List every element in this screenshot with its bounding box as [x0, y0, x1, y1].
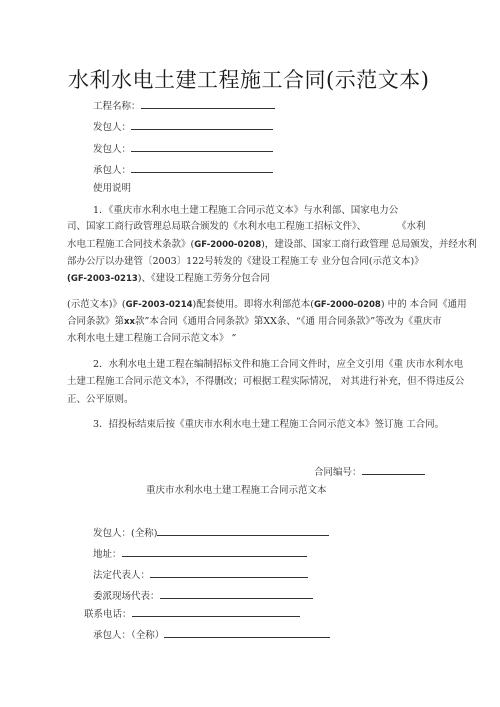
para1-text: ) 中的 本合同《通用	[380, 299, 467, 310]
para1-line7	[67, 316, 442, 328]
blank-line	[131, 142, 273, 152]
para1-text: )，建设部、国家工商行政管理 总局颁发，并经水利	[261, 239, 477, 250]
para1-line2: 司、国家工商行政管理总局联合颁发的《水利水电工程施工招标文件》、	[67, 221, 367, 232]
standard-code: GF-2000-0208	[313, 300, 381, 310]
blank-line	[164, 628, 330, 638]
para1-text: (示范文本)》(	[67, 299, 126, 310]
field-label: 承包人：（全称）	[93, 630, 165, 641]
para2-line3: 正、公平原则。	[67, 394, 134, 405]
field-contractor-fullname	[93, 628, 330, 642]
para1-text: )、《建设工程施工劳务分包合同	[137, 273, 270, 284]
para3: 3．招投标结束后按《重庆市水利水电土建工程施工合同示范文本》签订施 工合同。	[93, 419, 445, 430]
field-label: 工程名称：	[93, 101, 141, 112]
blank-line	[131, 163, 273, 173]
field-employer-1	[93, 120, 273, 134]
para1-text: 合同条款》第	[67, 316, 125, 327]
para1-line6	[67, 299, 467, 311]
field-label: 地址：	[93, 549, 122, 560]
blank-line	[122, 547, 307, 557]
field-label: 发包人：	[93, 122, 132, 133]
clause-placeholder: xx	[124, 317, 135, 327]
para1-line8: 水利水电土建工程施工合同示范文本》 ”	[67, 333, 237, 344]
blank-line	[157, 526, 329, 536]
para2-line1: 2．水利水电土建工程在编制招标文件和施工合同文件时，应全文引用《重 庆市水利水电	[93, 359, 464, 370]
para1-line3	[67, 239, 477, 251]
field-label: 委派现场代表：	[93, 591, 160, 602]
blank-line	[150, 568, 308, 578]
field-legal-rep	[93, 568, 308, 582]
para1-line1: 1．《重庆市水利水电土建工程施工合同示范文本》与水利部、国家电力公	[93, 205, 399, 216]
para1-text: 水电工程施工合同技术条款》(	[67, 239, 195, 250]
contract-number-label: 合同编号：	[314, 467, 362, 478]
blank-line	[362, 465, 425, 475]
blank-line	[131, 120, 273, 130]
para2-line2: 土建工程施工合同示范文本》，不得删改；可根据工程实际情况， 对其进行补充，但不得违反公	[67, 376, 465, 387]
blank-line	[160, 589, 313, 599]
document-subtitle: 重庆市水利水电土建工程施工合同示范文本	[146, 485, 327, 496]
usage-title: 使用说明	[93, 183, 132, 194]
field-employer-2	[93, 142, 273, 156]
standard-code: (GF-2003-0213	[67, 274, 138, 284]
standard-code: GF-2003-0214	[125, 300, 193, 310]
standard-code: GF-2000-0208	[194, 240, 262, 250]
field-label: 法定代表人：	[93, 570, 151, 581]
field-employer-fullname	[93, 526, 329, 540]
para1-line2b: 《水利	[397, 221, 426, 232]
para1-line4: 部办公厅以办建管〔2003〕122号转发的《建设工程施工专 业分包合同(示范文本)》	[67, 256, 424, 267]
para1-line5	[67, 273, 270, 285]
para1-text: 款”本合同《通用合同条款》第XX条、“《通 用合同条款》”等改为《重庆市	[134, 316, 442, 327]
blank-line	[141, 99, 275, 109]
field-label: 发包人：(全称)	[93, 528, 158, 539]
field-contractor	[93, 163, 273, 177]
field-label: 发包人：	[93, 144, 132, 155]
document-title: 水利水电土建工程施工合同(示范文本)	[68, 68, 430, 92]
field-label: 承包人：	[93, 165, 132, 176]
field-site-rep	[93, 589, 313, 603]
blank-line	[132, 607, 300, 617]
para1-text: )配套使用。即将水利部范本(	[192, 299, 314, 310]
field-address	[93, 547, 307, 561]
field-project-name	[93, 99, 275, 113]
field-phone	[84, 607, 300, 621]
contract-number-field	[314, 465, 425, 479]
field-label: 联系电话：	[84, 609, 132, 620]
